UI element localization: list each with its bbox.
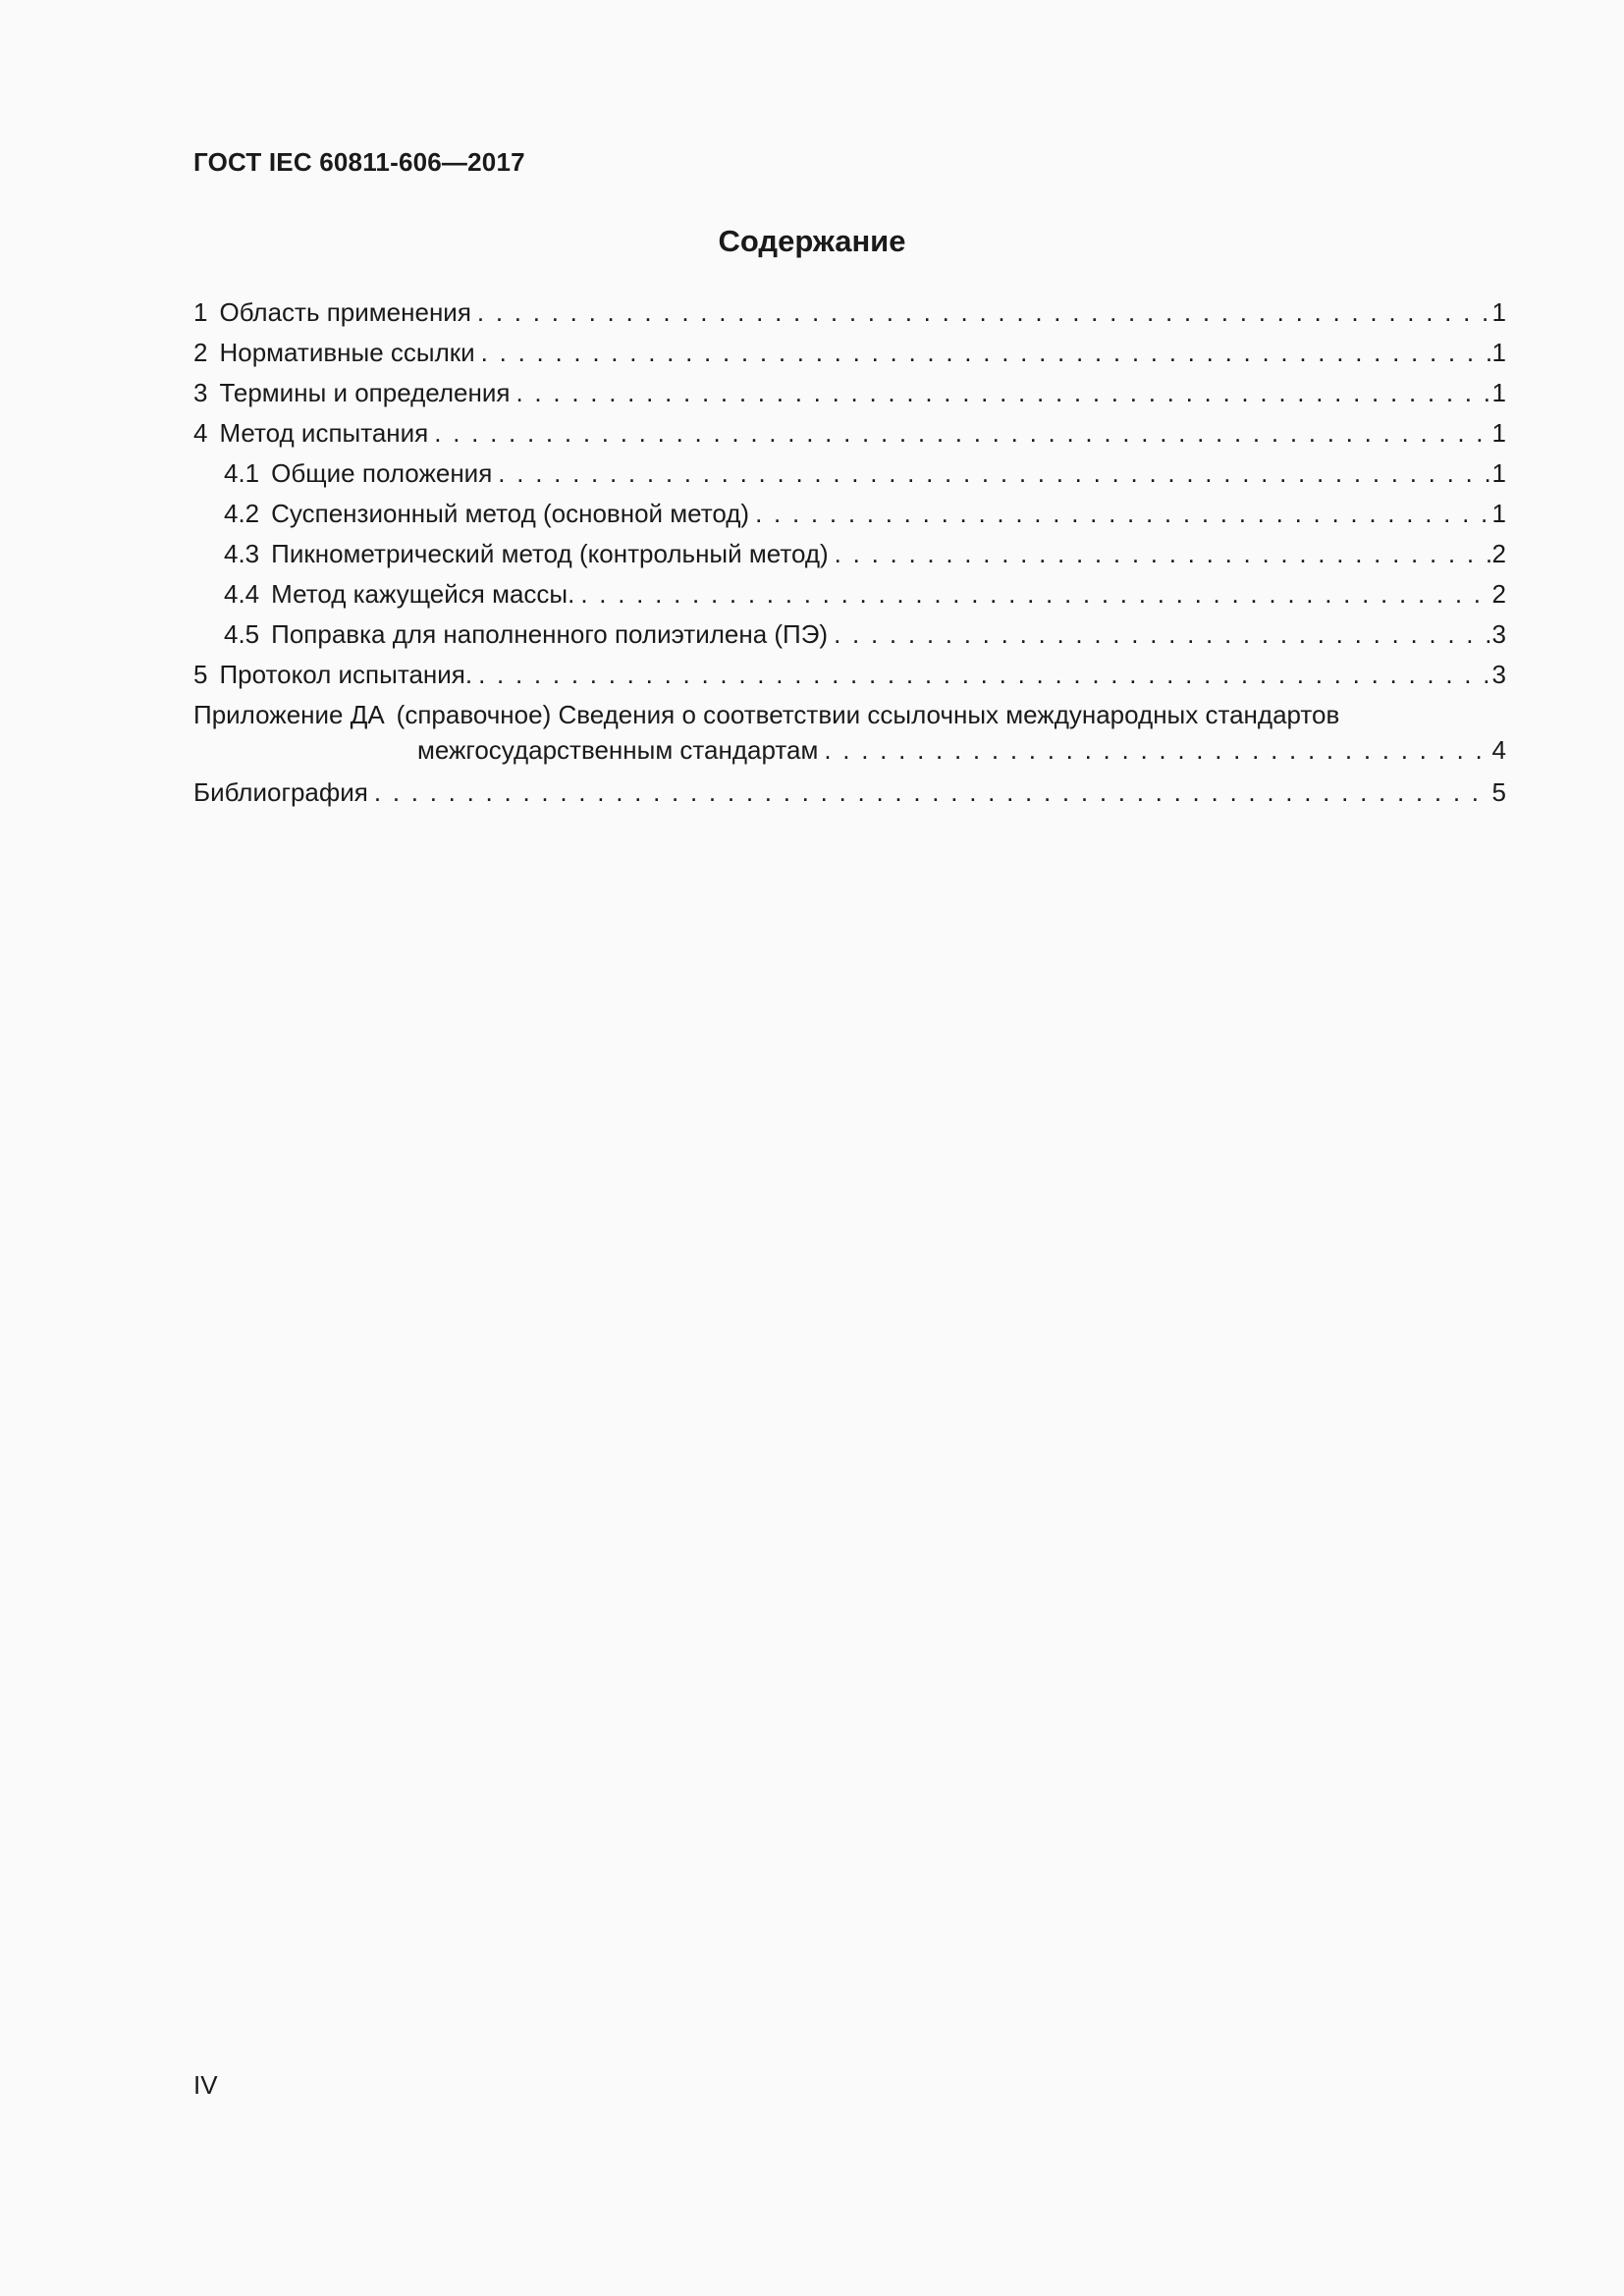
toc-entry-title: Метод испытания xyxy=(219,418,429,448)
dot-leader xyxy=(478,657,1489,692)
document-id-header: ГОСТ IEC 60811-606—2017 xyxy=(193,147,525,177)
toc-entry-number: 4.1 xyxy=(224,458,260,488)
toc-entry-title: Метод кажущейся массы. xyxy=(271,579,575,609)
toc-entry-page: 3 xyxy=(1491,660,1506,689)
toc-entry-title: Поправка для наполненного полиэтилена (ПЭ) xyxy=(271,619,829,649)
toc-entry-page: 1 xyxy=(1491,499,1506,528)
toc-entry-page: 4 xyxy=(1491,735,1506,765)
dot-leader xyxy=(834,616,1489,652)
toc-entry-page: 3 xyxy=(1491,619,1506,649)
toc-entry-title: Нормативные ссылки xyxy=(219,338,475,367)
dot-leader xyxy=(481,335,1490,370)
toc-entry-page: 5 xyxy=(1491,777,1506,807)
toc-entry-page: 1 xyxy=(1491,418,1506,448)
annex-label: Приложение ДА xyxy=(193,700,385,729)
toc-entry-number: 1 xyxy=(193,297,208,327)
toc-entry-number: 4.3 xyxy=(224,539,260,568)
toc-entry-title: Протокол испытания. xyxy=(219,660,473,689)
dot-leader xyxy=(824,732,1489,768)
toc-entry-5[interactable] xyxy=(193,657,1506,697)
dot-leader xyxy=(477,294,1490,330)
toc-entry-annex-da[interactable] xyxy=(193,697,1506,774)
toc-entry-number: 4.5 xyxy=(224,619,260,649)
toc-entry-title: Термины и определения xyxy=(219,378,511,407)
toc-entry-4-3[interactable] xyxy=(193,536,1506,576)
toc-entry-4-2[interactable] xyxy=(193,496,1506,536)
toc-entry-title: Пикнометрический метод (контрольный метод) xyxy=(271,539,829,568)
dot-leader xyxy=(755,496,1489,531)
page-number: IV xyxy=(193,2070,218,2100)
toc-entry-title: Библиография xyxy=(193,777,368,807)
toc-entry-number: 5 xyxy=(193,660,208,689)
toc-entry-page: 1 xyxy=(1491,297,1506,327)
dot-leader xyxy=(374,774,1490,810)
dot-leader xyxy=(434,415,1489,451)
toc-entry-number: 4.2 xyxy=(224,499,260,528)
toc-entry-title: Область применения xyxy=(219,297,471,327)
table-of-contents xyxy=(193,294,1506,815)
toc-entry-2[interactable] xyxy=(193,335,1506,375)
toc-entry-3[interactable] xyxy=(193,375,1506,415)
dot-leader xyxy=(515,375,1489,410)
toc-entry-page: 1 xyxy=(1491,458,1506,488)
toc-entry-4[interactable] xyxy=(193,415,1506,455)
toc-entry-page: 2 xyxy=(1491,539,1506,568)
toc-entry-1[interactable] xyxy=(193,294,1506,335)
toc-entry-4-5[interactable] xyxy=(193,616,1506,657)
toc-entry-number: 4 xyxy=(193,418,208,448)
annex-title-line2: межгосударственным стандартам xyxy=(417,735,819,765)
dot-leader xyxy=(835,536,1490,571)
toc-entry-bibliography[interactable] xyxy=(193,774,1506,815)
toc-entry-4-1[interactable] xyxy=(193,455,1506,496)
dot-leader xyxy=(498,455,1489,491)
toc-entry-title: Общие положения xyxy=(271,458,493,488)
toc-entry-number: 2 xyxy=(193,338,208,367)
toc-entry-page: 2 xyxy=(1491,579,1506,609)
toc-entry-number: 3 xyxy=(193,378,208,407)
toc-entry-page: 1 xyxy=(1491,338,1506,367)
toc-entry-page: 1 xyxy=(1491,378,1506,407)
toc-title: Содержание xyxy=(718,224,906,258)
annex-title-line1: (справочное) Сведения о соответствии ссылочных международных стандартов xyxy=(396,700,1340,729)
toc-entry-title: Суспензионный метод (основной метод) xyxy=(271,499,750,528)
dot-leader xyxy=(580,576,1489,612)
toc-entry-number: 4.4 xyxy=(224,579,260,609)
toc-entry-4-4[interactable] xyxy=(193,576,1506,616)
